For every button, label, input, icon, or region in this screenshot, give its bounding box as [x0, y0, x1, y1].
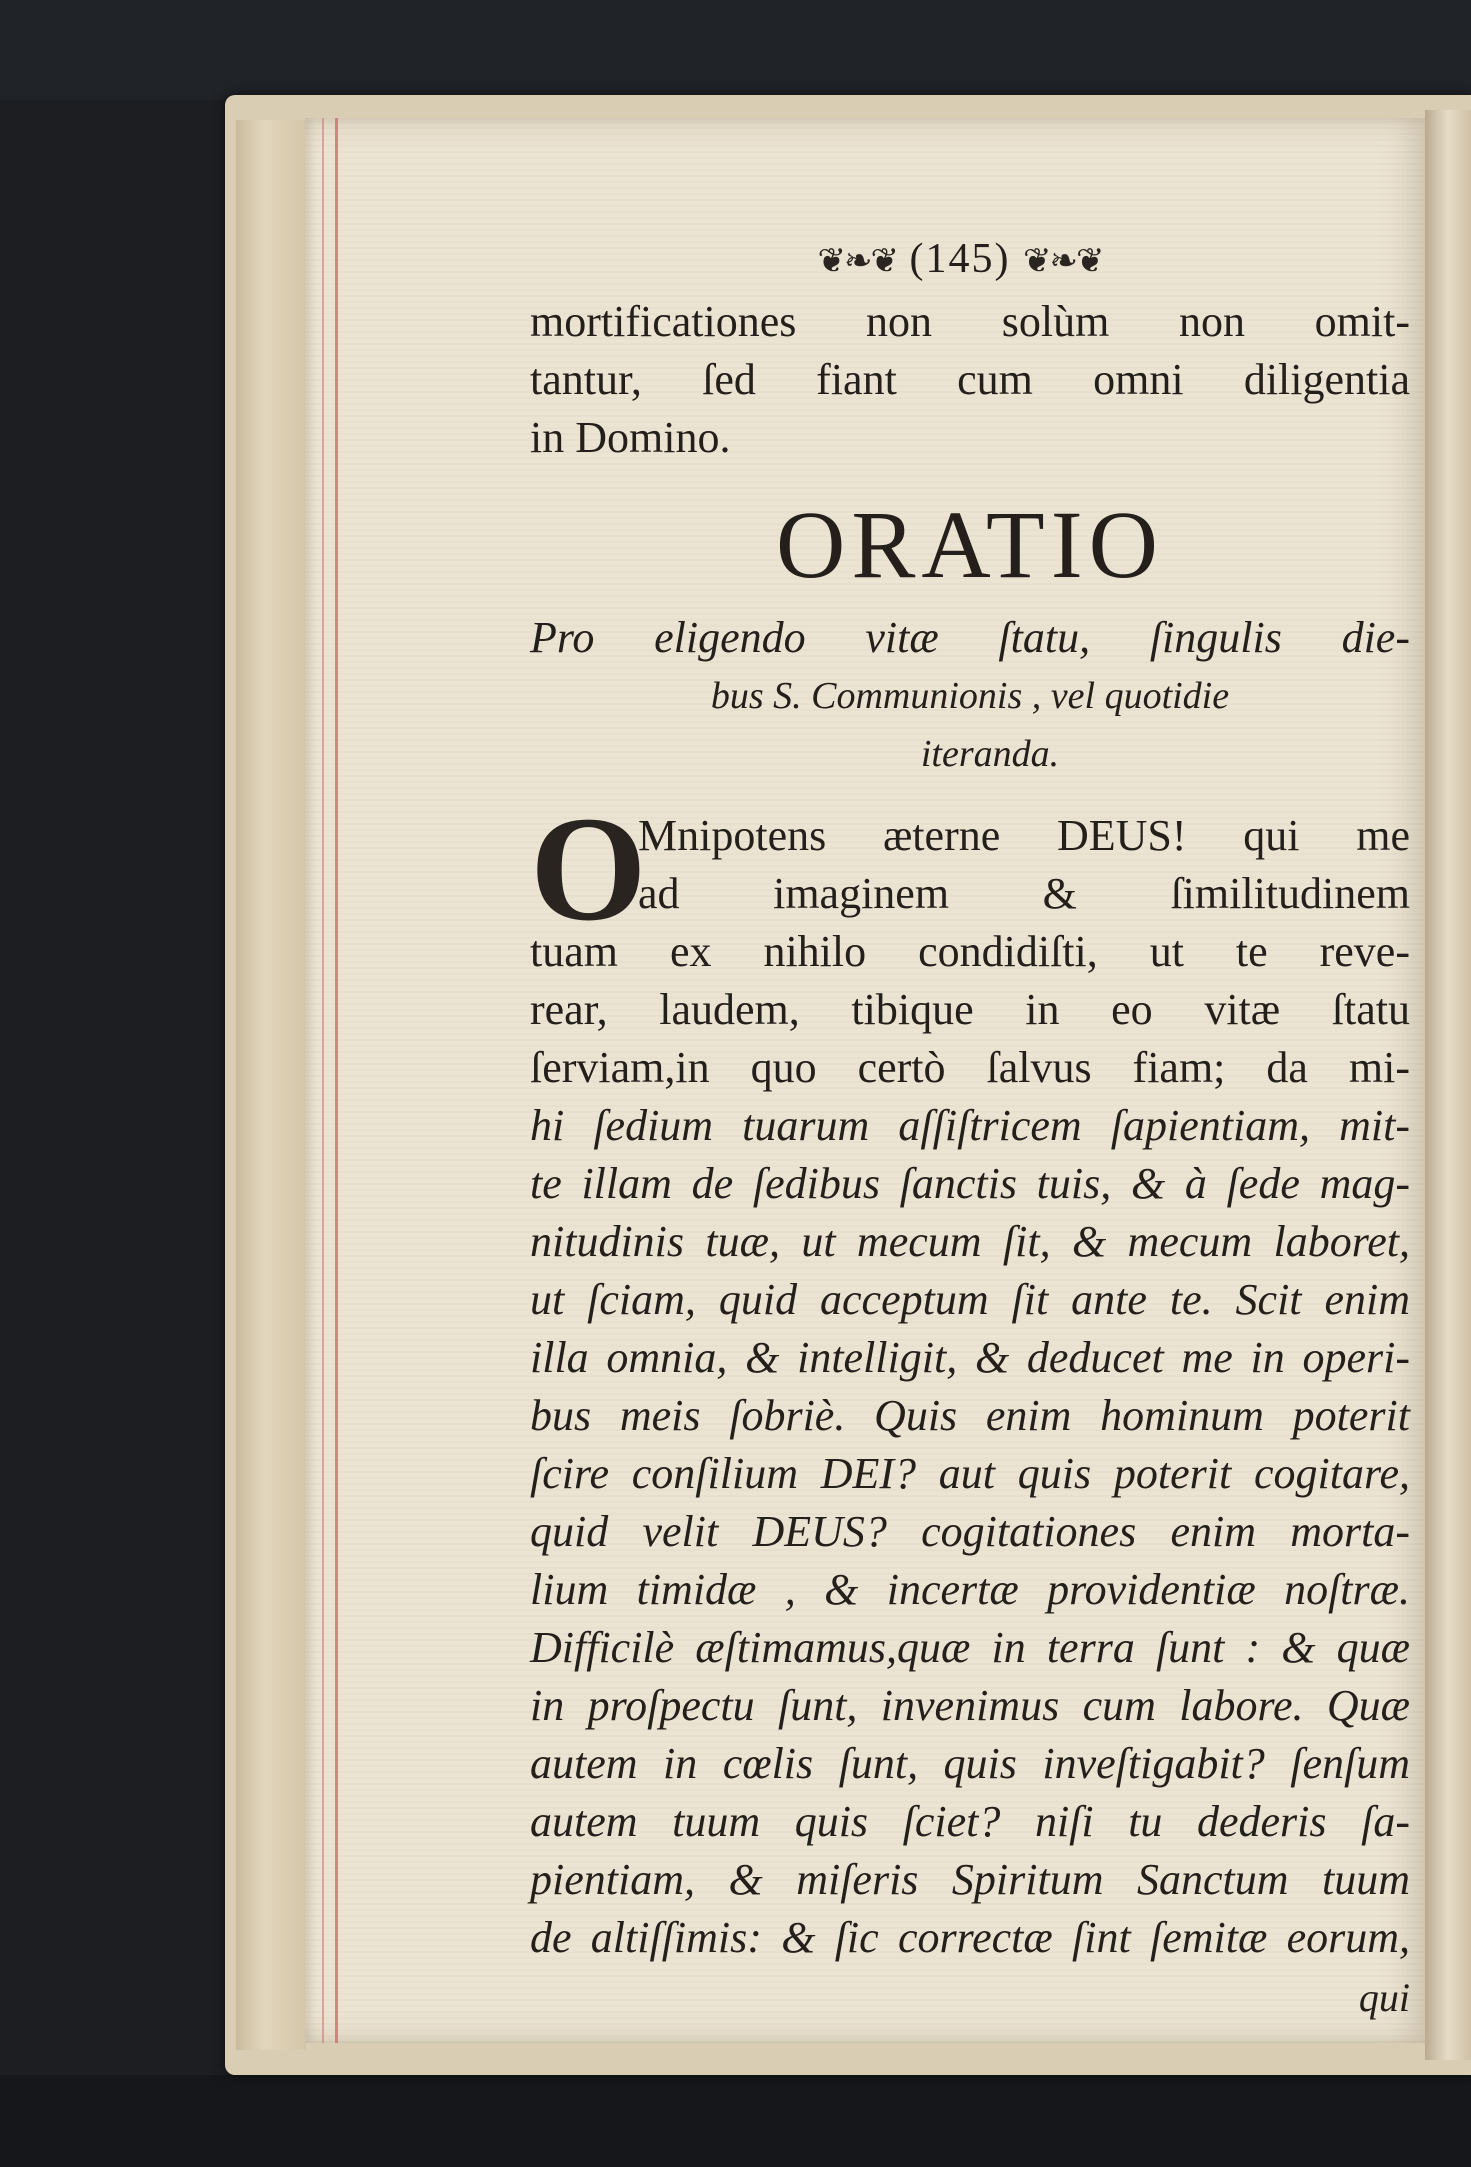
backdrop-top	[0, 0, 1471, 100]
page-text	[530, 228, 1410, 2025]
prayer-line: ſcire conſilium DEI? aut quis poterit cogitare,	[530, 1449, 1410, 1499]
prayer-line: rear, laudem, tibique in eo vitæ ſtatu	[530, 985, 1410, 1035]
prayer-line: nitudinis tuæ, ut mecum ſit, & mecum laboret,	[530, 1217, 1410, 1267]
prayer-line: Mnipotens æterne DEUS! qui me	[638, 811, 1410, 861]
intro-paragraph	[530, 293, 1410, 467]
prayer-line: autem tuum quis ſciet? niſi tu dederis ſa-	[530, 1797, 1410, 1847]
ornament-right-icon: ❦❧❦	[1022, 243, 1103, 281]
prayer-line: de altiſſimis: & ſic correctæ ſint ſemitæ eorum,	[530, 1913, 1410, 1963]
page-red-edge	[335, 118, 338, 2043]
prayer-line: illa omnia, & intelligit, & deducet me in operi-	[530, 1333, 1410, 1383]
subtitle-line: bus S. Communionis , vel quotidie	[710, 675, 1230, 718]
page-number: (145)	[909, 236, 1011, 282]
drop-cap: O	[530, 786, 647, 953]
page-header	[510, 228, 1410, 293]
prayer-line: hi ſedium tuarum aſſiſtricem ſapientiam, mit-	[530, 1101, 1410, 1151]
page-stack-edge	[236, 120, 306, 2050]
prayer-line: bus meis ſobriè. Quis enim hominum poterit	[530, 1391, 1410, 1441]
prayer-line: quid velit DEUS? cogitationes enim morta-	[530, 1507, 1410, 1557]
section-subtitle	[530, 609, 1410, 783]
subtitle-line: iteranda.	[920, 733, 1060, 776]
backdrop-bottom	[0, 2075, 1471, 2167]
subtitle-line: Pro eligendo vitæ ſtatu, ſingulis die-	[530, 613, 1410, 663]
section-title: ORATIO	[776, 491, 1164, 599]
intro-line: in Domino.	[530, 413, 731, 463]
prayer-line: te illam de ſedibus ſanctis tuis, & à ſede mag-	[530, 1159, 1410, 1209]
prayer-line: ſerviam,in quo certò ſalvus fiam; da mi-	[530, 1043, 1410, 1093]
page-red-edge-inner	[322, 118, 324, 2043]
prayer-line: in proſpectu ſunt, invenimus cum labore. Quæ	[530, 1681, 1410, 1731]
intro-line: mortificationes non solùm non omit-	[530, 297, 1410, 347]
prayer-line: pientiam, & miſeris Spiritum Sanctum tuum	[530, 1855, 1410, 1905]
prayer-line: lium timidæ , & incertæ providentiæ noſtræ.	[530, 1565, 1410, 1615]
ornament-left-icon: ❦❧❦	[817, 243, 897, 281]
prayer-line: ut ſciam, quid acceptum ſit ante te. Scit enim	[530, 1275, 1410, 1325]
book-gutter	[1425, 110, 1471, 2060]
prayer-line: tuam ex nihilo condidiſti, ut te reve-	[530, 927, 1410, 977]
catchword: qui	[1358, 1975, 1410, 2021]
prayer-paragraph	[530, 786, 1410, 1967]
intro-line: tantur, ſed fiant cum omni diligentia	[530, 355, 1410, 405]
prayer-line: ad imaginem & ſimilitudinem	[638, 869, 1410, 919]
prayer-line: autem in cœlis ſunt, quis inveſtigabit? ſenſum	[530, 1739, 1410, 1789]
prayer-line: Difficilè æſtimamus,quæ in terra ſunt : & quæ	[530, 1623, 1410, 1673]
